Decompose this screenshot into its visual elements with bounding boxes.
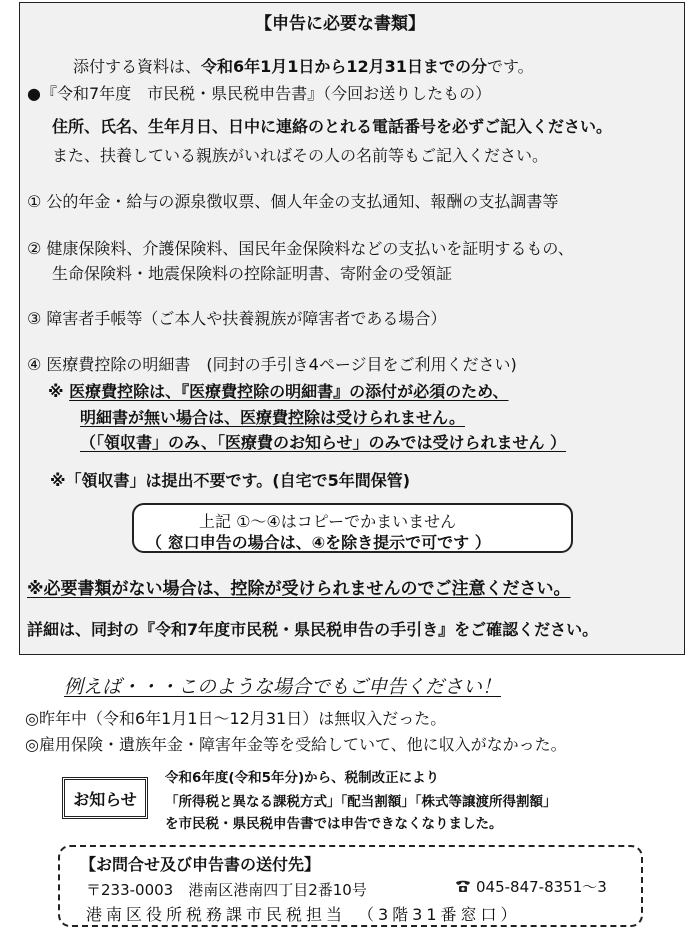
- contact-title: 【お問合せ及び申告書の送付先】: [80, 855, 321, 874]
- item-2-line1: ② 健康保険料、介護保険料、国民年金保険料などの支払いを証明するもの、: [27, 239, 574, 258]
- example-case-2: ◎雇用保険・遺族年金・障害年金等を受給していて、他に収入がなかった。: [25, 735, 567, 754]
- box-title: 【申告に必要な書類】: [255, 14, 425, 34]
- receipt-note: ※「領収書」は提出不要です。(自宅で5年間保管): [50, 471, 411, 490]
- intro-post: です。: [486, 57, 534, 76]
- item-4: ④ 医療費控除の明細書 (同封の手引き4ページ目をご利用ください): [27, 355, 517, 374]
- intro-period: 令和6年1月1日から12月31日までの分: [201, 57, 487, 76]
- medical-note-line1: [48, 379, 509, 402]
- phone-icon: [454, 878, 472, 894]
- warning-text: ※必要書類がない場合は、控除が受けられませんのでご注意ください。: [27, 579, 571, 599]
- form-line: [27, 81, 491, 104]
- contact-office: 港南区役所税務課市民税担当 （3階31番窓口）: [86, 905, 521, 924]
- examples-heading: 例えば・・・このような場合でもご申告ください！: [64, 676, 502, 698]
- intro-pre: 添付する資料は、: [73, 57, 202, 76]
- note-mark: ※: [48, 382, 64, 401]
- form-required-text: 住所、氏名、生年月日、日中に連絡のとれる電話番号を必ずご記入ください。: [52, 117, 613, 136]
- contact-phone: [454, 876, 607, 897]
- medical-note-line3: （「領収書」のみ、「医療費のお知らせ」のみでは受けられません ）: [80, 433, 567, 452]
- copy-note-line2: （ 窓口申告の場合は、④を除き提示で可です ）: [146, 533, 491, 552]
- item-1: ① 公的年金・給与の源泉徴収票、個人年金の支払通知、報酬の支払調書等: [27, 192, 559, 211]
- form-title: 『令和7年度 市民税・県民税申告書』（今回お送りしたもの）: [40, 84, 492, 103]
- notice-line3: を市民税・県民税申告書では申告できなくなりました。: [165, 816, 503, 832]
- contact-address: 〒233-0003 港南区港南四丁目2番10号: [86, 881, 367, 899]
- phone-number: 045-847-8351～3: [476, 878, 607, 896]
- intro-text: [73, 54, 534, 77]
- example-case-1: ◎昨年中（令和6年1月1日～12月31日）は無収入だった。: [25, 709, 447, 728]
- details-text: 詳細は、同封の『令和7年度市民税・県民税申告の手引き』をご確認ください。: [27, 620, 599, 639]
- medical-note-line2: 明細書が無い場合は、医療費控除は受けられません。: [80, 408, 465, 427]
- notice-line2: 「所得税と異なる課税方式」「配当割額」「株式等譲渡所得割額」: [165, 794, 557, 810]
- notice-line1: 令和6年度(令和5年分)から、税制改正により: [165, 770, 440, 786]
- notice-label: お知らせ: [62, 777, 148, 819]
- form-dependents-text: また、扶養している親族がいればその人の名前等もご記入ください。: [52, 146, 549, 165]
- bullet-icon: ●: [27, 84, 41, 103]
- copy-note-line1: 上記 ①～④はコピーでかまいません: [199, 512, 457, 531]
- item-2-line2: 生命保険料・地震保険料の控除証明書、寄附金の受領証: [52, 264, 453, 283]
- item-3: ③ 障害者手帳等（ご本人や扶養親族が障害者である場合）: [27, 309, 447, 328]
- medical-note-text: 医療費控除は、『医療費控除の明細書』の添付が必須のため、: [69, 382, 509, 401]
